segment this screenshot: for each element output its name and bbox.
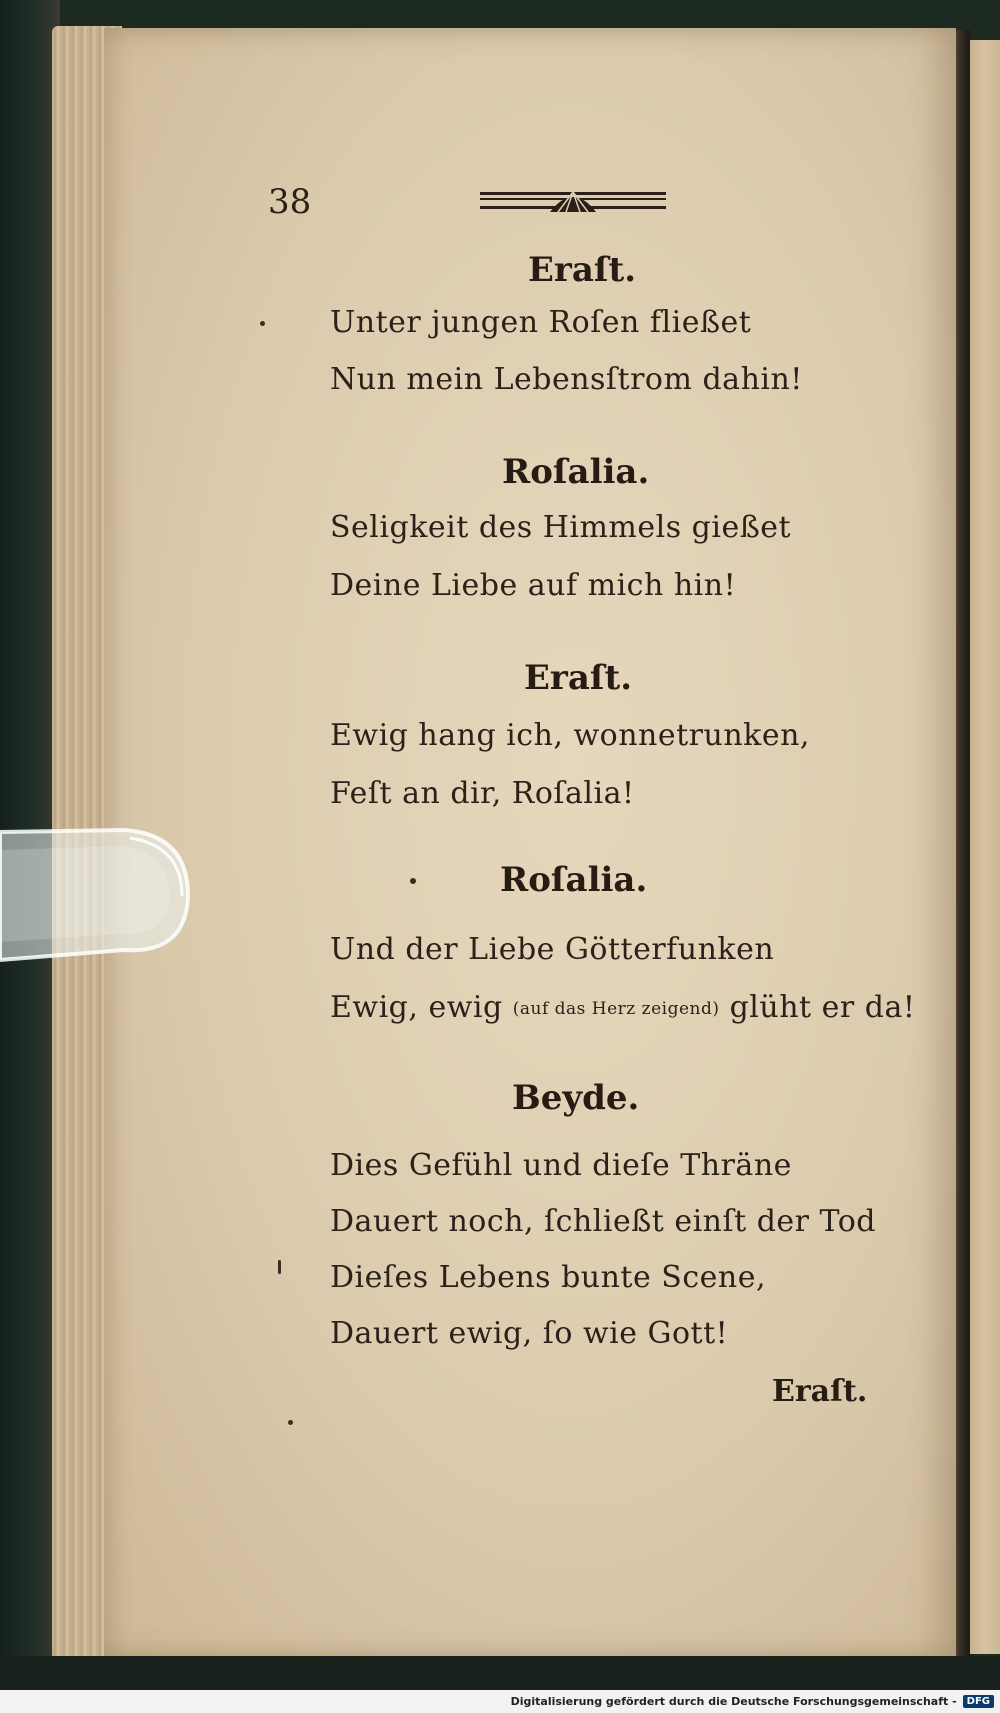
page-clip <box>0 826 192 968</box>
speaker-beyde: Beyde. <box>512 1078 640 1118</box>
verse-text: Ewig, ewig <box>330 990 503 1025</box>
ornament-icon <box>480 186 666 216</box>
verse-line: Dieſes Lebens bunte Scene, <box>330 1260 766 1295</box>
verse-text: glüht er da! <box>729 990 916 1025</box>
speaker-erast-2: Eraſt. <box>524 658 633 698</box>
footer-bar <box>0 1690 1000 1713</box>
speaker-erast-1: Eraſt. <box>528 250 637 290</box>
paper-speck <box>278 1260 281 1274</box>
paper-speck <box>288 1420 293 1425</box>
footer-credit: Digitalisierung gefördert durch die Deutsche Forschungsgemeinschaft - <box>510 1695 957 1708</box>
verse-line-with-stage-direction <box>330 990 915 1025</box>
verse-line: Dies Gefühl und dieſe Thräne <box>330 1148 792 1183</box>
paper-speck <box>410 878 416 884</box>
dfg-logo-icon: DFG <box>963 1695 994 1708</box>
verse-line: Ewig hang ich, wonnetrunken, <box>330 718 810 753</box>
speaker-rosalia-2: Roſalia. <box>500 860 648 900</box>
verse-line: Seligkeit des Himmels gießet <box>330 510 792 545</box>
verse-line: Feſt an dir, Roſalia! <box>330 776 635 811</box>
verse-line: Dauert ewig, ſo wie Gott! <box>330 1316 729 1351</box>
verse-line: Unter jungen Roſen fließet <box>330 305 752 340</box>
verse-line: Deine Liebe auf mich hin! <box>330 568 737 603</box>
verse-line: Dauert noch, ſchließt einſt der Tod <box>330 1204 876 1239</box>
speaker-rosalia-1: Roſalia. <box>502 452 650 492</box>
paper-speck <box>260 321 265 326</box>
verse-line: Nun mein Lebensſtrom dahin! <box>330 362 803 397</box>
catchword: Eraſt. <box>772 1374 868 1409</box>
page-number: 38 <box>268 182 312 222</box>
verse-line: Und der Liebe Götterfunken <box>330 932 775 967</box>
stage-direction: (auf das Herz zeigend) <box>512 999 720 1019</box>
